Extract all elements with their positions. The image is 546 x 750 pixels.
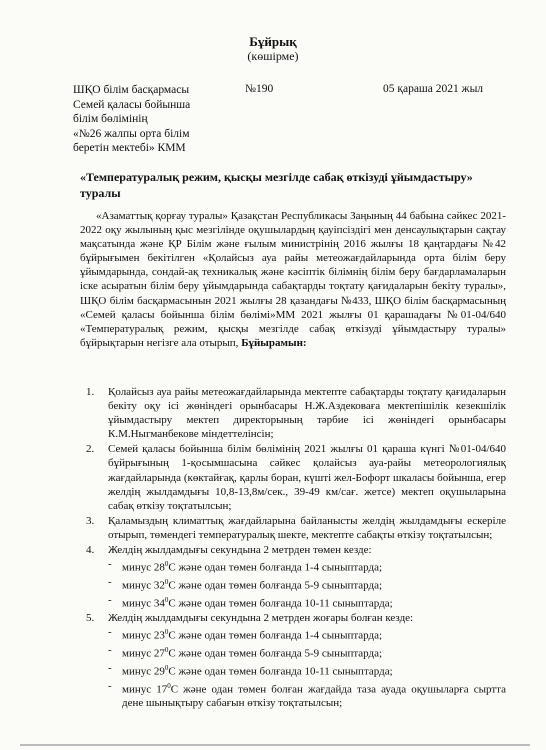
item-number: 5. <box>86 612 95 625</box>
temperature-limit <box>108 643 506 661</box>
temperature-condition: С және одан төмен болғанда 5-9 сыныптарда; <box>168 647 383 660</box>
order-heading: «Температуралық режим, қысқы мезгілде сабақ өткізуді ұйымдастыру» туралы <box>80 170 473 200</box>
degree-symbol: 0 <box>164 646 169 655</box>
item-text: Қолайсыз ауа райы метеожағдайларында мектепте сабақтарды тоқтату қағидаларын бекіту оқу ісі жөніндегі орынбасары Н.Ж.Аздековаға мектепішілік кезекшілік ұйымдастыру мектеп директорының тәрбие ісі жөніндегі орынбасары К.М.Ныгманбекове міндеттелінсін; <box>108 386 506 441</box>
degree-symbol: 0 <box>164 663 169 672</box>
preamble-text: «Азаматтық қорғау туралы» Қазақстан Республикасы Заңының 44 бабына сәйкес 2021-2022 оқу жылының қыс мезгілінде оқушылардың қауіпсіздігі мен денсаулықтарын сақтау мақсатында және ҚР Білім және ғылым министрінің 2016 жылғы 18 қаңтардағы №42 бұйрығымен бекітілген «Қолайсыз ауа райы метеожағдайларында орта білім беру ұйымдарында, сондай-ақ техникалық және кәсіптік білімнің білім беру бағдарламаларын іске асыратын білім беру ұйымдарында сабақтарды тоқтату қағидаларын бекіту туралы», ШҚО білім басқармасынын 2021 жылғы 28 қазандағы №433, ШҚО білім басқармасының «Семей қаласы бойынша білім бөлімі»ММ 2021 жылғы 01 қарашадағы №01-04/640 «Температуралық режим, қысқы мезгілде сабақ өткізуді ұйымдастыру туралы» бұйрықтарын негізге ала отырып, <box>80 210 506 349</box>
degree-symbol: 0 <box>164 560 169 569</box>
temperature-limit <box>108 661 506 679</box>
temperature-limit <box>108 593 506 611</box>
temperature-limit <box>108 625 506 643</box>
item-number: 3. <box>86 514 95 527</box>
temperature-value: 27 <box>153 647 165 660</box>
document-title: Бұйрық <box>249 34 297 49</box>
organization-block <box>73 83 190 156</box>
item-number: 1. <box>86 386 95 398</box>
page-edge-stroke <box>20 744 530 746</box>
temperature-value: 29 <box>153 665 165 678</box>
temperature-sublist <box>108 557 506 610</box>
dash-bullet: - <box>108 661 112 674</box>
temperature-value: 34 <box>153 597 165 610</box>
dash-bullet: - <box>108 558 112 571</box>
temperature-condition: С және одан төмен болғанда 10-11 сыныптарда; <box>168 665 393 678</box>
org-line: «№26 жалпы орта білім <box>73 127 190 140</box>
degree-symbol: 0 <box>164 628 169 637</box>
minus-word: минус <box>122 579 152 592</box>
temperature-limit <box>108 575 506 593</box>
order-date: 05 қараша 2021 жыл <box>383 83 484 95</box>
item-text: Қаламыздың климаттық жағдайларына байланысты желдің жылдамдығы ескеріле отырып, төмендегі температуралық шекте, мектепте сабақты өткізу тоқтатылсын; <box>108 514 506 541</box>
minus-word: минус <box>122 630 152 643</box>
minus-word: минус <box>122 683 152 696</box>
temperature-value: 32 <box>153 579 165 592</box>
command-word: Бұйырамын: <box>241 336 307 349</box>
item-number: 4. <box>86 544 95 557</box>
item-number: 2. <box>86 443 95 456</box>
degree-symbol: 0 <box>164 577 169 586</box>
item-text: Желдің жылдамдығы секундына 2 метрден жоғары болған кезде: <box>108 612 414 625</box>
item-text: Желдің жылдамдығы секундына 2 метрден төмен кезде: <box>108 544 372 557</box>
dash-bullet: - <box>108 575 112 588</box>
temperature-condition: С және одан төмен болғанда 5-9 сыныптарда; <box>168 579 383 592</box>
order-item <box>80 442 506 512</box>
degree-symbol: 0 <box>167 681 171 690</box>
dash-bullet: - <box>108 626 112 639</box>
order-item <box>80 611 506 710</box>
order-item <box>80 514 506 542</box>
order-number: №190 <box>245 83 274 95</box>
org-line: беретін мектебі» КММ <box>73 142 186 154</box>
temperature-value: 17 <box>156 683 168 696</box>
temperature-condition: С және одан төмен болған жағдайда таза ауада оқушыларға сыртта дене шынықтыру сабағын өткізу тоқтатылсын; <box>122 683 507 710</box>
order-item <box>80 543 506 610</box>
org-line: ШҚО білім басқармасы <box>73 84 190 96</box>
dash-bullet: - <box>108 679 112 692</box>
order-preamble <box>80 209 506 350</box>
dash-bullet: - <box>108 644 112 657</box>
temperature-condition: С және одан төмен болғанда 1-4 сыныптарда; <box>168 630 383 643</box>
temperature-value: 28 <box>153 561 165 574</box>
temperature-condition: С және одан төмен болғанда 10-11 сыныптарда; <box>168 597 393 610</box>
org-line: білім бөлімінің <box>73 113 148 125</box>
temperature-limit <box>108 679 506 711</box>
dash-bullet: - <box>108 593 112 606</box>
temperature-limit <box>108 557 506 575</box>
order-item <box>80 385 506 441</box>
item-text: Семей қаласы бойынша білім бөлімінің 2021 жылғы 01 қараша күнгі №01-04/640 бұйрығының 1-қосымшасына сәйкес қолайсыз ауа-райы метеорологиялық жағдайларында (көктайғақ, қарлы боран, күшті жел-Бофорт шкаласы бойынша, егер желдің жылдамдығы 10,8-13,8м/сек., 39-49 км/сағ. жетсе) мектеп оқушыларына сабақ өткізу тоқтатылсын; <box>108 443 506 512</box>
minus-word: минус <box>122 597 152 610</box>
temperature-sublist <box>108 625 506 710</box>
temperature-value: 23 <box>153 630 165 643</box>
order-items-list <box>80 385 506 712</box>
org-line: Семей қаласы бойынша <box>73 98 191 111</box>
minus-word: минус <box>122 561 152 574</box>
temperature-condition: С және одан төмен болғанда 1-4 сыныптарда; <box>168 561 383 574</box>
degree-symbol: 0 <box>164 595 169 604</box>
document-subtitle: (көшірме) <box>247 49 299 63</box>
minus-word: минус <box>122 647 152 660</box>
minus-word: минус <box>122 665 152 678</box>
